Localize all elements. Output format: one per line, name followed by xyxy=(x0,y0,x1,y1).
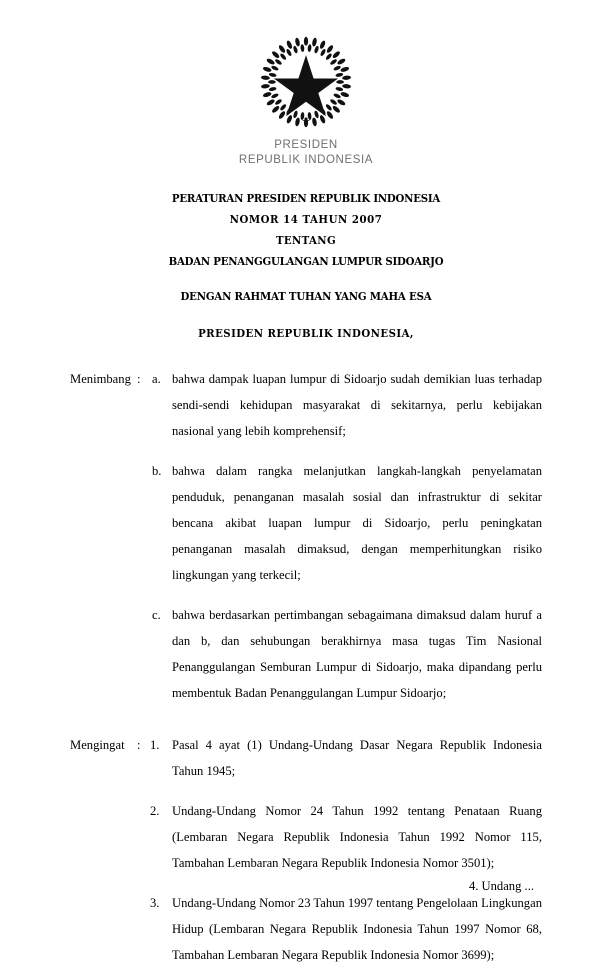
clause-marker: c. xyxy=(152,608,161,622)
clause-text: Undang-Undang Nomor 24 Tahun 1992 tentang Penataan Ruang (Lembaran Negara Republik Indonesia Tahun 1992 Nomor 115, Tambahan Lembaran Negara Republik Indonesia Nomor 3501); xyxy=(172,804,542,870)
clause-marker: 1. xyxy=(150,738,160,752)
clause-item xyxy=(70,890,542,968)
clause-item xyxy=(70,458,542,588)
clause-text: bahwa dampak luapan lumpur di Sidoarjo sudah demikian luas terhadap sendi-sendi kehidupan masyarakat di sekitarnya, perlu kebijakan nasional yang lebih komprehensif; xyxy=(172,372,542,438)
heading-number-year: NOMOR 14 TAHUN 2007 xyxy=(229,212,383,226)
clause-colon: : xyxy=(137,372,141,386)
heading-regulation-type: PERATURAN PRESIDEN REPUBLIK INDONESIA xyxy=(171,191,441,205)
clause-label-mengingat: Mengingat xyxy=(70,738,125,752)
emblem-caption-line-1: PRESIDEN xyxy=(274,139,338,151)
heading-about-label: TENTANG xyxy=(275,233,336,247)
clause-marker: b. xyxy=(152,464,162,478)
emblem-caption-line-2: REPUBLIK INDONESIA xyxy=(238,154,374,166)
clause-text: bahwa berdasarkan pertimbangan sebagaimana dimaksud dalam huruf a dan b, dan sehubungan berakhirnya masa tugas Tim Nasional Penanggulangan Semburan Lumpur di Sidoarjo, maka dipandang perlu membentuk Badan Penanggulangan Lumpur Sidoarjo; xyxy=(172,608,542,700)
clause-marker: 2. xyxy=(150,804,160,818)
clause-colon: : xyxy=(137,738,141,752)
authority-line: PRESIDEN REPUBLIK INDONESIA, xyxy=(198,326,414,340)
clause-item xyxy=(70,602,542,706)
clause-text: bahwa dalam rangka melanjutkan langkah-langkah penyelamatan penduduk, penanganan masalah sosial dan infrastruktur di sekitar bencana akibat luapan lumpur di Sidoarjo, perlu peningkatan penanganan masalah dimaksud, dengan memperhitungkan risiko lingkungan yang terkecil; xyxy=(172,464,542,582)
clause-marker: 3. xyxy=(150,896,160,910)
clause-item xyxy=(70,798,542,876)
clause-group-mengingat xyxy=(70,732,542,968)
clause-text: Pasal 4 ayat (1) Undang-Undang Dasar Negara Republik Indonesia Tahun 1945; xyxy=(172,738,542,778)
continuation-marker: 4. Undang ... xyxy=(468,879,534,893)
clause-text: Undang-Undang Nomor 23 Tahun 1997 tentang Pengelolaan Lingkungan Hidup (Lembaran Negara Republik Indonesia Tahun 1997 Nomor 68, Tambahan Lembaran Negara Republik Indonesia Nomor 3699); xyxy=(172,896,542,962)
clause-item xyxy=(70,366,542,444)
clause-item xyxy=(70,732,542,784)
clause-group-menimbang xyxy=(70,366,542,706)
emblem-caption xyxy=(0,138,612,168)
clause-label-menimbang: Menimbang xyxy=(70,372,131,386)
document-heading xyxy=(31,188,582,272)
presidential-emblem-block xyxy=(0,34,612,168)
blessing-line: DENGAN RAHMAT TUHAN YANG MAHA ESA xyxy=(180,289,432,303)
garuda-star-wreath-emblem-icon xyxy=(258,34,354,130)
heading-subject: BADAN PENANGGULANGAN LUMPUR SIDOARJO xyxy=(168,254,444,268)
clause-marker: a. xyxy=(152,372,161,386)
